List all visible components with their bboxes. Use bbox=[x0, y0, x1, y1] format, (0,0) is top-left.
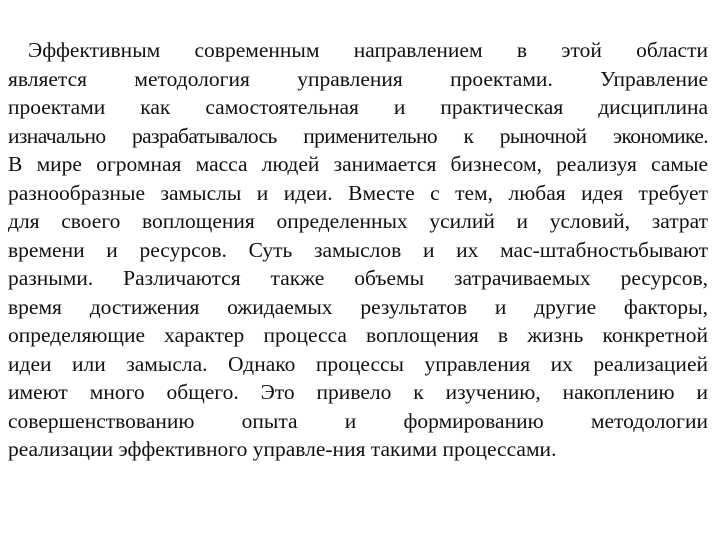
text-line-8: времени и ресурсов. Суть замыслов и их мас-штабностьбывают bbox=[8, 237, 708, 262]
text-line-3: проектами как самостоятельная и практическая дисциплина bbox=[8, 95, 708, 119]
text-line-6: разнообразные замыслы и идеи. Вместе с тем, любая идея требует bbox=[8, 180, 708, 205]
text-line-2: является методология управления проектами. Управление bbox=[8, 66, 708, 91]
text-line-14: совершенствованию опыта и формированию методологии bbox=[8, 408, 708, 433]
text-line-9: разными. Различаются также объемы затрачиваемых ресурсов, bbox=[8, 266, 708, 290]
text-line-10: время достижения ожидаемых результатов и другие факторы, bbox=[8, 294, 708, 319]
text-line-4: изначально разрабатывалось применительно к рыночной экономике. bbox=[8, 123, 708, 148]
text-line-5: В мире огромная масса людей занимается бизнесом, реализуя самые bbox=[8, 152, 708, 176]
text-line-12: идеи или замысла. Однако процессы управления их реализацией bbox=[8, 351, 708, 376]
text-line-7: для своего воплощения определенных усилий и условий, затрат bbox=[8, 209, 708, 233]
body-paragraph bbox=[8, 36, 708, 464]
text-line-11: определяющие характер процесса воплощения в жизнь конкретной bbox=[8, 323, 708, 347]
text-line-1: Эффективным современным направлением в этой области bbox=[28, 38, 708, 62]
text-line-13: имеют много общего. Это привело к изучению, накоплению и bbox=[8, 380, 708, 404]
text-line-15: реализации эффективного управле-ния такими процессами. bbox=[8, 437, 557, 461]
